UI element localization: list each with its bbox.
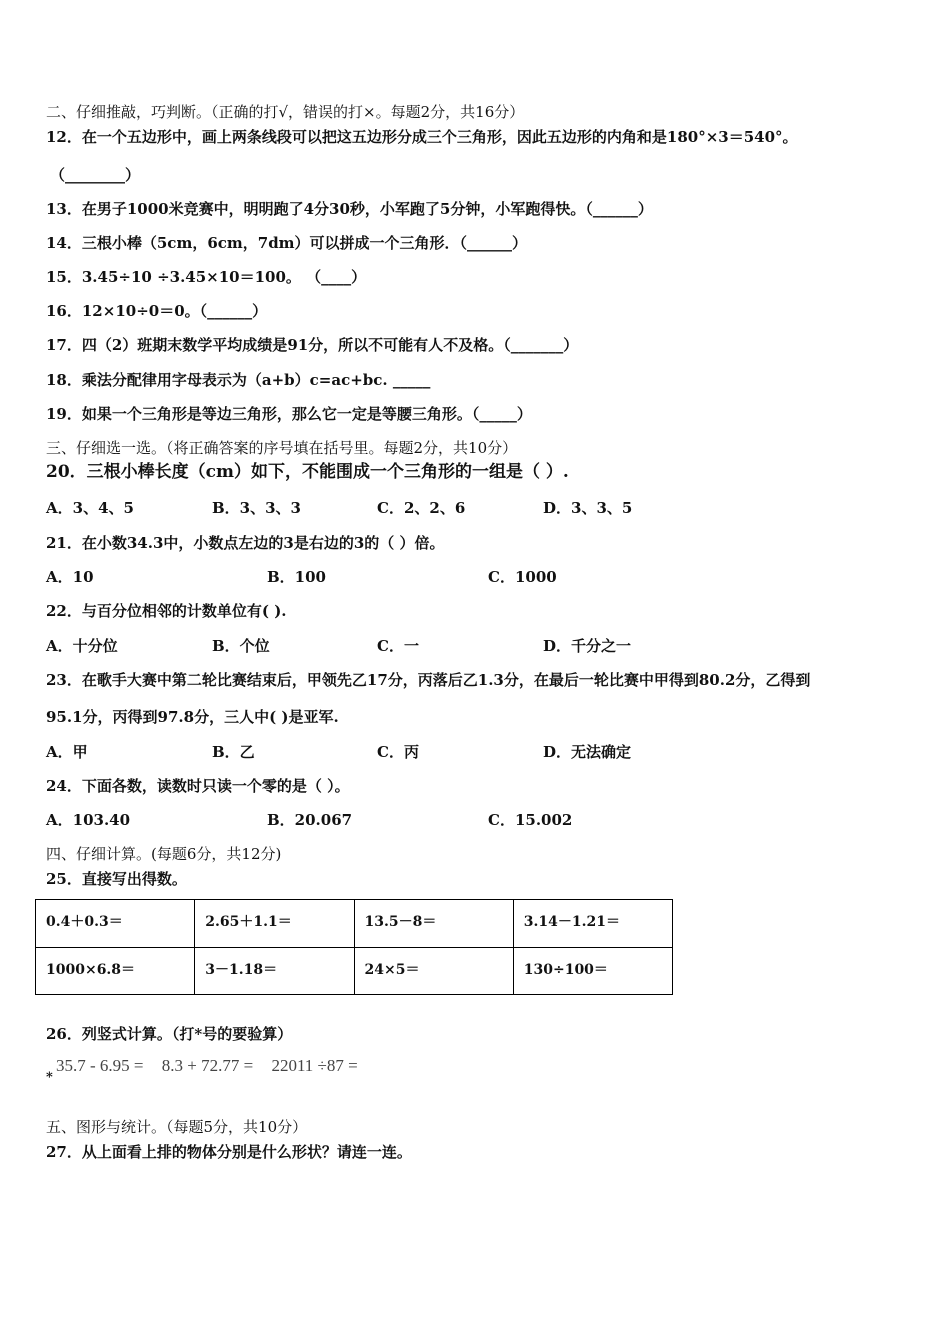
q22-option-c: C．一 xyxy=(377,637,419,655)
question-15: 15．3.45÷10 ÷3.45×10＝100。 （____） xyxy=(46,268,367,286)
q20-option-d: D．3、3、5 xyxy=(543,499,633,517)
question-25: 25．直接写出得数。 xyxy=(46,870,187,888)
calc-cell: 3.14－1.21＝ xyxy=(513,900,672,948)
q22-option-d: D．千分之一 xyxy=(543,637,632,655)
calc-cell: 1000×6.8＝ xyxy=(36,947,195,995)
q23-option-d: D．无法确定 xyxy=(543,743,632,761)
q20-option-a: A．3、4、5 xyxy=(46,499,134,517)
question-24: 24．下面各数，读数时只读一个零的是（ ）。 xyxy=(46,777,350,795)
calc-cell: 3－1.18＝ xyxy=(195,947,354,995)
question-13: 13．在男子1000米竞赛中，明明跑了4分30秒，小军跑了5分钟，小军跑得快。（______） xyxy=(46,200,653,218)
question-26: 26．列竖式计算。（打*号的要验算） xyxy=(46,1025,293,1043)
q26-expr-3: 22011 ÷87 = xyxy=(271,1056,358,1075)
question-21: 21．在小数34.3中，小数点左边的3是右边的3的（ ）倍。 xyxy=(46,534,445,552)
section2-heading: 二、仔细推敲，巧判断。（正确的打√，错误的打×。每题2分，共16分） xyxy=(46,103,525,121)
q21-option-c: C．1000 xyxy=(488,568,557,586)
section5-heading: 五、图形与统计。（每题5分，共10分） xyxy=(46,1118,308,1136)
question-18: 18．乘法分配律用字母表示为（a+b）c=ac+bc. _____ xyxy=(46,371,431,389)
table-row xyxy=(36,947,673,995)
calc-table xyxy=(35,899,673,995)
q21-option-a: A．10 xyxy=(46,568,94,586)
q22-option-b: B．个位 xyxy=(212,637,270,655)
q26-expressions xyxy=(56,1056,372,1076)
question-14: 14．三根小棒（5cm，6cm，7dm）可以拼成一个三角形．（______） xyxy=(46,234,528,252)
calc-cell: 13.5－8＝ xyxy=(354,900,513,948)
q24-option-b: B．20.067 xyxy=(267,811,353,829)
question-23-line2: 95.1分，丙得到97.8分，三人中( )是亚军. xyxy=(46,708,339,726)
question-20: 20．三根小棒长度（cm）如下，不能围成一个三角形的一组是（ ）. xyxy=(46,462,569,482)
table-row xyxy=(36,900,673,948)
q24-option-c: C．15.002 xyxy=(488,811,573,829)
section3-heading: 三、仔细选一选。（将正确答案的序号填在括号里。每题2分，共10分） xyxy=(46,439,518,457)
question-19: 19．如果一个三角形是等边三角形，那么它一定是等腰三角形。（_____） xyxy=(46,405,532,423)
q26-expr-2: 8.3 + 72.77 = xyxy=(161,1056,254,1075)
calc-cell: 0.4＋0.3＝ xyxy=(36,900,195,948)
q24-option-a: A．103.40 xyxy=(46,811,131,829)
calc-cell: 2.65＋1.1＝ xyxy=(195,900,354,948)
question-27: 27．从上面看上排的物体分别是什么形状？请连一连。 xyxy=(46,1143,412,1161)
q21-option-b: B．100 xyxy=(267,568,326,586)
q23-option-c: C．丙 xyxy=(377,743,419,761)
q26-star-mark: * xyxy=(46,1070,53,1085)
calc-cell: 24×5＝ xyxy=(354,947,513,995)
q26-expr-1: 35.7 - 6.95 = xyxy=(56,1056,144,1075)
question-16: 16．12×10÷0＝0。（______） xyxy=(46,302,268,320)
calc-cell: 130÷100＝ xyxy=(513,947,672,995)
q22-option-a: A．十分位 xyxy=(46,637,118,655)
question-12-blank: （________） xyxy=(50,166,141,184)
section4-heading: 四、仔细计算。(每题6分，共12分) xyxy=(46,845,282,863)
question-12: 12．在一个五边形中，画上两条线段可以把这五边形分成三个三角形，因此五边形的内角和是180°×3＝540°。 xyxy=(46,128,798,146)
q20-option-b: B．3、3、3 xyxy=(212,499,301,517)
q20-option-c: C．2、2、6 xyxy=(377,499,466,517)
q23-option-a: A．甲 xyxy=(46,743,88,761)
question-17: 17．四（2）班期末数学平均成绩是91分，所以不可能有人不及格。（_______） xyxy=(46,336,579,354)
question-23-line1: 23．在歌手大赛中第二轮比赛结束后，甲领先乙17分，丙落后乙1.3分，在最后一轮比赛中甲得到80.2分，乙得到 xyxy=(46,671,811,689)
question-22: 22．与百分位相邻的计数单位有( ). xyxy=(46,602,287,620)
q23-option-b: B．乙 xyxy=(212,743,255,761)
